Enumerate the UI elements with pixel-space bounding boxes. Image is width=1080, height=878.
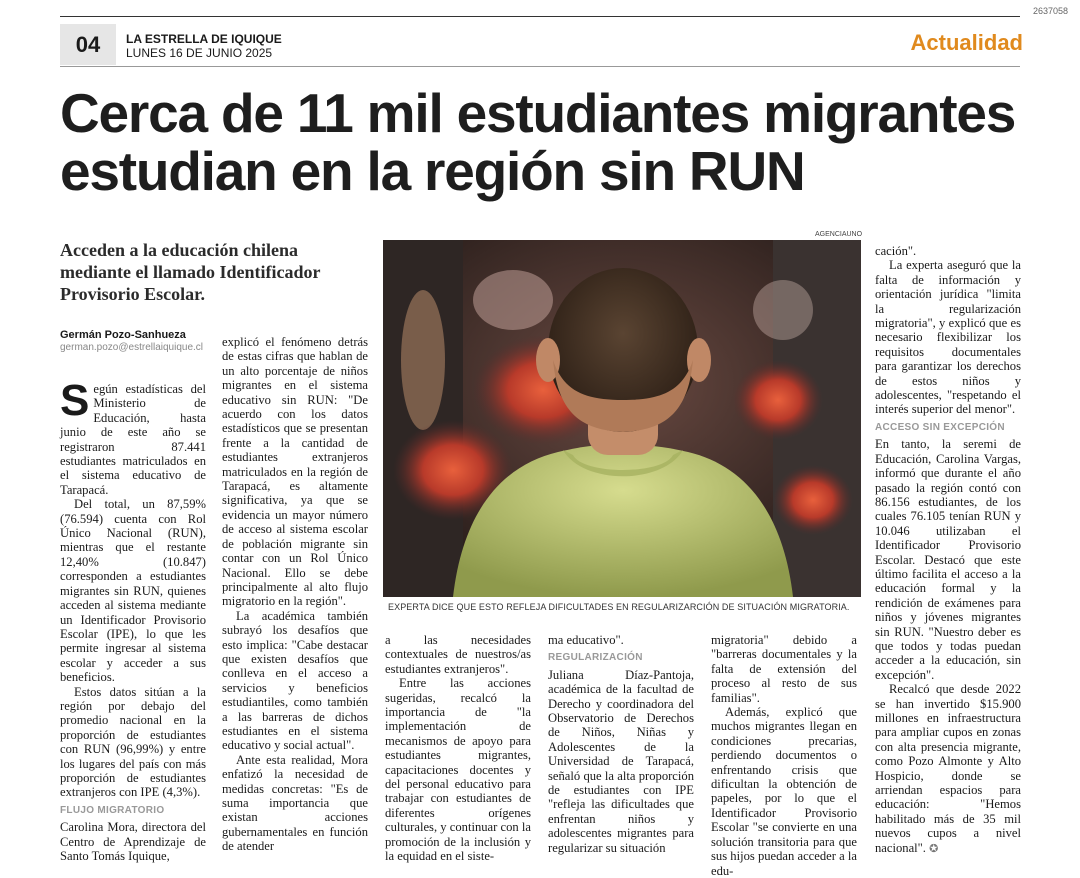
author-email: german.pozo@estrellaiquique.cl: [60, 342, 204, 353]
newspaper-name: LA ESTRELLA DE IQUIQUE: [126, 32, 282, 46]
paragraph: La académica también subrayó los desafíos que esto implica: "Cabe destacar que existen desafíos que conlleva en el acceso a servicios y beneficios estudiantiles, como también a las barreras de dichos estudiantes en el sistema educativo y social actual".: [222, 608, 368, 753]
photo-credit: AGENCIAUNO: [815, 231, 863, 238]
lead-paragraph: [60, 376, 206, 497]
paragraph: Del total, un 87,59% (76.594) cuenta con Rol Único Nacional (RUN), mientras que el restante 12,40% (10.847) corresponden a estudiantes migrantes sin RUN, quienes acceden al sistema mediante un Identificador Provisorio Escolar (IPE), lo que les permite ingresar al sistema escolar y acceder a sus beneficios.: [60, 497, 206, 685]
subhead-regularizacion: REGULARIZACIÓN: [548, 652, 643, 664]
paragraph: Carolina Mora, directora del Centro de Aprendizaje de Santo Tomás Iquique,: [60, 820, 206, 863]
publication-date: LUNES 16 DE JUNIO 2025: [126, 46, 273, 60]
closing-text: Recalcó que desde 2022 se han invertido $15.900 millones en infraestructura para ampliar cupos en zonas con alta presencia migrante, como Pozo Almonte y Alto Hospicio, donde se arriendan espacios para educación: "Hemos habilitado más de 35 mil nuevos cupos a nivel nacional".: [875, 682, 1021, 855]
photo-caption: EXPERTA DICE QUE ESTO REFLEJA DIFICULTADES EN REGULARIZARCIÓN DE SITUACIÓN MIGRATORIA.: [388, 602, 850, 612]
page-number: 04: [60, 24, 116, 65]
end-mark-icon: ✪: [929, 842, 939, 855]
paragraph: En tanto, la seremi de Educación, Carolina Vargas, informó que durante el año pasado la región contó con 86.156 estudiantes, de los cuales 76.105 tenían RUN y 10.046 utilizaban el Identificador Provisorio Escolar. Destacó que este último facilita el acceso a la educación formal y la rendición de exámenes para niños y jóvenes migrantes sin RUN. "Nuestro deber es que todos y todas puedan acceder a la educación, sin excepción".: [875, 437, 1021, 682]
paragraph: migratoria" debido a "barreras documentales y la falta de extensión del proceso al resto de sus familias".: [711, 633, 857, 705]
paragraph: La experta aseguró que la falta de información y orientación jurídica "limita la regularización migratoria", y explicó que es necesario flexibilizar los requisitos documentales para garantizar los derechos de estos niños y adolescentes, "respetando el interés superior del menor".: [875, 258, 1021, 417]
section-label: Actualidad: [910, 30, 1023, 55]
article-column-1: [60, 376, 206, 863]
paragraph: Ante esta realidad, Mora enfatizó la necesidad de medidas concretas: "Es de suma importancia que existan acciones gubernamentales en función de atender: [222, 752, 368, 854]
article-column-2: [222, 335, 368, 854]
clipping-code: 2637058: [1032, 6, 1068, 16]
paragraph: Además, explicó que muchos migrantes llegan en condiciones precarias, perdiendo documentos o enfrentando crisis que dificultan la obtención de papeles, por lo que el Identificador Provisorio Escolar "se convierte en una solución transitoria para que sus hijos puedan acceder a la edu-: [711, 705, 857, 878]
paragraph: [875, 682, 1021, 856]
subheadline: Acceden a la educación chilena mediante el llamado Identificador Provisorio Escolar.: [60, 240, 321, 304]
article-column-4: [548, 633, 694, 855]
author-name: Germán Pozo-Sanhueza: [60, 329, 186, 341]
lead-text: egún estadísticas del Ministerio de Educación, hasta junio de este año se registraron 87.441 estudiantes matriculados en el sistema educativo de Tarapacá.: [60, 382, 206, 497]
subhead-acceso-sin-excepcion: ACCESO SIN EXCEPCIÓN: [875, 421, 1005, 433]
paragraph: cación".: [875, 244, 917, 258]
article-column-6: [875, 244, 1021, 856]
article-column-3: [385, 633, 531, 864]
headline: Cerca de 11 mil estudiantes migrantes estudian en la región sin RUN: [60, 82, 1016, 202]
paragraph: Estos datos sitúan a la región por debajo del promedio nacional en la proporción de estudiantes con RUN (96,99%) y entre los lugares del país con más proporción de estudiantes extranjeros con IPE (4,3%).: [60, 684, 206, 800]
paragraph: explicó el fenómeno detrás de estas cifras que hablan de un alto porcentaje de niños migrantes en el sistema educativo sin RUN: "De acuerdo con los datos estadísticos que se presentan frente a la cantidad de estudiantes extranjeros matriculados en la región de Tarapacá, es altamente significativa, ya que se evidencia un mayor número de acceso al sistema escolar de población migrante sin contar con un Rol Único Nacional. Ello se debe principalmente al alto flujo migratorio en la región".: [222, 335, 368, 609]
boy-photo-illustration: [383, 240, 861, 597]
paragraph: a las necesidades contextuales de nuestros/as estudiantes extranjeros".: [385, 633, 531, 676]
paragraph: ma educativo".: [548, 633, 624, 647]
paragraph: Entre las acciones sugeridas, recalcó la importancia de "la implementación de mecanismos de apoyo para estudiantes migrantes, capacitaciones docentes y del personal educativo para trabajar con estudiantes de diferentes orígenes culturales, y continuar con la promoción de la inclusión y la equidad en el siste-: [385, 676, 531, 864]
drop-cap: S: [60, 376, 90, 425]
section-rule: [60, 66, 1020, 67]
paragraph: Juliana Díaz-Pantoja, académica de la facultad de Derecho y coordinadora del Observatorio de Derechos de Niños, Niñas y Adolescentes de la Universidad de Tarapacá, señaló que la alta proporción de estudiantes con IPE "refleja las dificultades que enfrentan niños y adolescentes migrantes para regularizar su situación: [548, 667, 694, 855]
article-photo: [383, 240, 861, 597]
header-rule: [60, 16, 1020, 17]
subhead-flujo-migratorio: FLUJO MIGRATORIO: [60, 804, 165, 816]
article-column-5: [711, 633, 857, 878]
